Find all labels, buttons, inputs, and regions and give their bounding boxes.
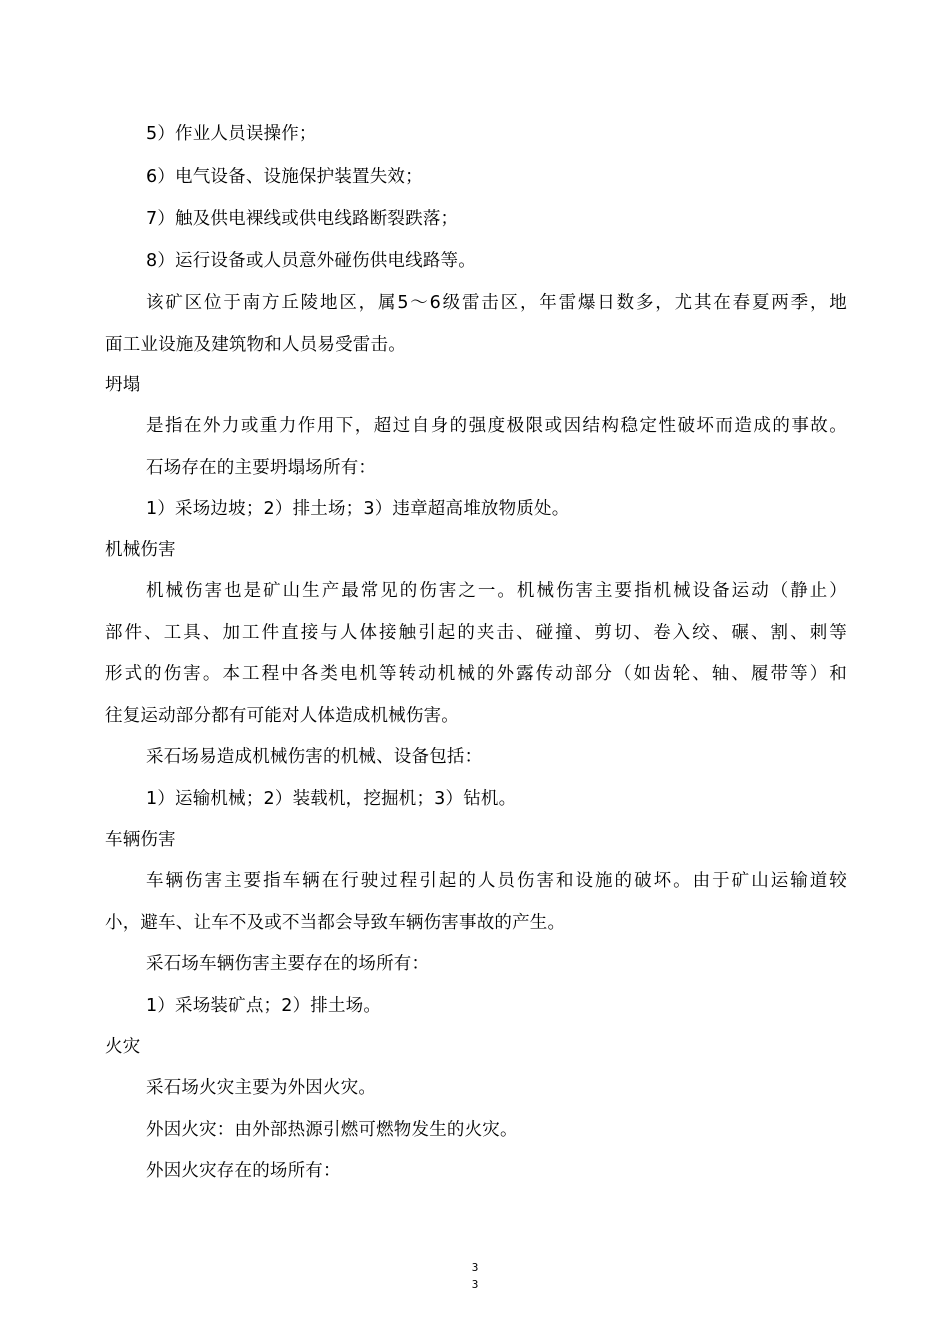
paragraph-line: 机械伤害也是矿山生产最常见的伤害之一。机械伤害主要指机械设备运动（静止） bbox=[146, 581, 847, 601]
paragraph-line: 形式的伤害。本工程中各类电机等转动机械的外露传动部分（如齿轮、轴、履带等）和 bbox=[105, 664, 847, 684]
paragraph-line: 采石场车辆伤害主要存在的场所有： bbox=[146, 954, 430, 974]
list-item: 8）运行设备或人员意外碰伤供电线路等。 bbox=[146, 251, 476, 271]
page-number: 3 bbox=[471, 1278, 479, 1291]
paragraph-line: 采石场火灾主要为外因火灾。 bbox=[146, 1078, 377, 1098]
list-item: 1）采场装矿点；2）排土场。 bbox=[146, 996, 382, 1016]
section-heading: 车辆伤害 bbox=[105, 830, 176, 850]
list-item: 5）作业人员误操作； bbox=[146, 124, 317, 144]
section-heading: 机械伤害 bbox=[105, 540, 176, 560]
paragraph-line: 往复运动部分都有可能对人体造成机械伤害。 bbox=[105, 706, 459, 726]
list-item: 1）采场边坡；2）排土场；3）违章超高堆放物质处。 bbox=[146, 499, 570, 519]
paragraph-line: 部件、工具、加工件直接与人体接触引起的夹击、碰撞、剪切、卷入绞、碾、割、刺等 bbox=[105, 623, 847, 643]
paragraph-line: 是指在外力或重力作用下，超过自身的强度极限或因结构稳定性破坏而造成的事故。 bbox=[146, 416, 847, 436]
paragraph-line: 小，避车、让车不及或不当都会导致车辆伤害事故的产生。 bbox=[105, 913, 566, 933]
paragraph-line: 车辆伤害主要指车辆在行驶过程引起的人员伤害和设施的破坏。由于矿山运输道较 bbox=[146, 871, 847, 891]
paragraph-line: 该矿区位于南方丘陵地区，属5～6级雷击区，年雷爆日数多，尤其在春夏两季，地 bbox=[146, 293, 847, 313]
paragraph-line: 外因火灾：由外部热源引燃可燃物发生的火灾。 bbox=[146, 1120, 518, 1140]
paragraph-line: 面工业设施及建筑物和人员易受雷击。 bbox=[105, 335, 406, 355]
paragraph-line: 外因火灾存在的场所有： bbox=[146, 1161, 341, 1181]
list-item: 6）电气设备、设施保护装置失效； bbox=[146, 167, 423, 187]
list-item: 7）触及供电裸线或供电线路断裂跌落； bbox=[146, 209, 459, 229]
paragraph-line: 采石场易造成机械伤害的机械、设备包括： bbox=[146, 747, 483, 767]
section-heading: 坍塌 bbox=[105, 375, 141, 395]
list-item: 1）运输机械；2）装载机，挖掘机；3）钻机。 bbox=[146, 789, 517, 809]
paragraph-line: 石场存在的主要坍塌场所有： bbox=[146, 458, 377, 478]
page-number: 3 bbox=[471, 1261, 479, 1274]
section-heading: 火灾 bbox=[105, 1037, 141, 1057]
